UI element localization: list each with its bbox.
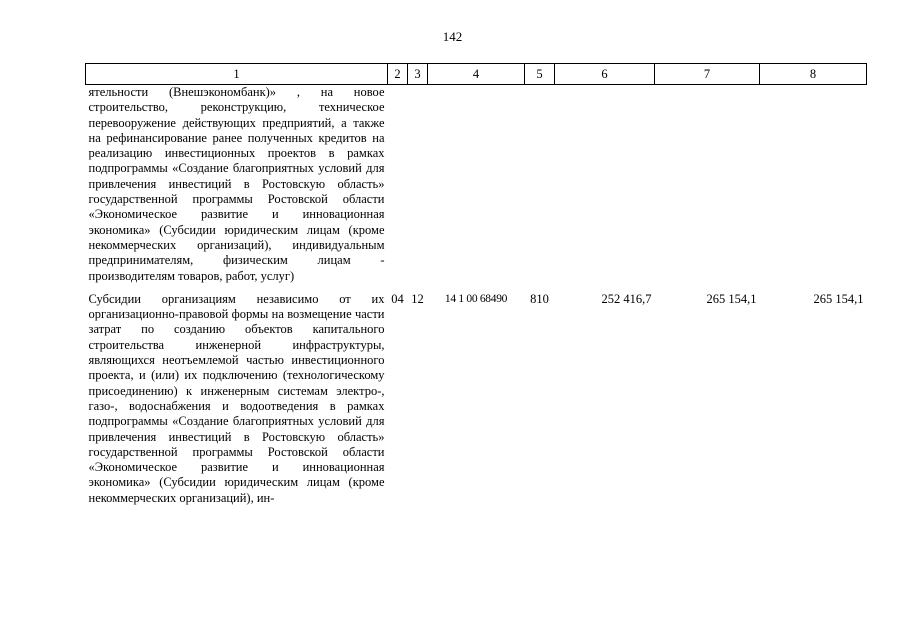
header-col-7: 7 — [655, 64, 760, 85]
row-section: 04 — [391, 291, 404, 306]
header-row — [86, 64, 867, 85]
row-description: ятельности (Внешэкономбанк)» , на новое строительство, реконструкцию, техническое перевооружение действующих предприятий, а также на рефинансирование ранее полученных кредитов на реализацию инвестиционных проектов в рамках подпрограммы «Создание благоприятных условий для привлечения инвестиций в Ростовскую область» государственной программы Ростовской области «Экономическое развитие и инновационная экономика» (Субсидии юридическим лицам (кроме некоммерческих организаций), индивидуальным предпринимателям, физическим лицам - производителям товаров, работ, услуг) — [88, 85, 385, 283]
header-col-2: 2 — [388, 64, 408, 85]
row-expense-type: 810 — [530, 291, 549, 306]
row-amount-3: 265 154,1 — [813, 291, 864, 306]
row-description: Субсидии организациям независимо от их организационно-правовой формы на возмещение части затрат по созданию объектов капитального строительства инженерной инфраструктуры, являющихся неотъемлемой частью инвестиционного проекта, и (или) их подключению (технологическому присоединению) к инженерным системам электро-, газо-, водоснабжения и водоотведения в рамках подпрограммы «Создание благоприятных условий для привлечения инвестиций в Ростовскую область» государственной программы Ростовской области «Экономическое развитие и инновационная экономика» (Субсидии юридическим лицам (кроме некоммерческих организаций), ин- — [88, 291, 385, 505]
row-target-code: 14 1 00 68490 — [444, 292, 508, 305]
page-number: 142 — [442, 29, 463, 44]
row-amount-2: 265 154,1 — [706, 291, 757, 306]
budget-table — [85, 63, 867, 506]
row-amount-1: 252 416,7 — [601, 291, 652, 306]
row-amount-3 — [760, 85, 867, 290]
row-subsection — [408, 85, 428, 290]
header-col-8: 8 — [760, 64, 867, 85]
header-col-6: 6 — [555, 64, 655, 85]
header-col-5: 5 — [525, 64, 555, 85]
row-expense-type — [525, 85, 555, 290]
row-subsection: 12 — [411, 291, 424, 306]
row-amount-1 — [555, 85, 655, 290]
table-header — [86, 64, 867, 85]
table-row — [86, 85, 867, 290]
row-amount-2 — [655, 85, 760, 290]
header-col-3: 3 — [408, 64, 428, 85]
row-section — [388, 85, 408, 290]
header-col-4: 4 — [428, 64, 525, 85]
table-row — [86, 290, 867, 506]
header-col-1: 1 — [86, 64, 388, 85]
row-target-code — [428, 85, 525, 290]
